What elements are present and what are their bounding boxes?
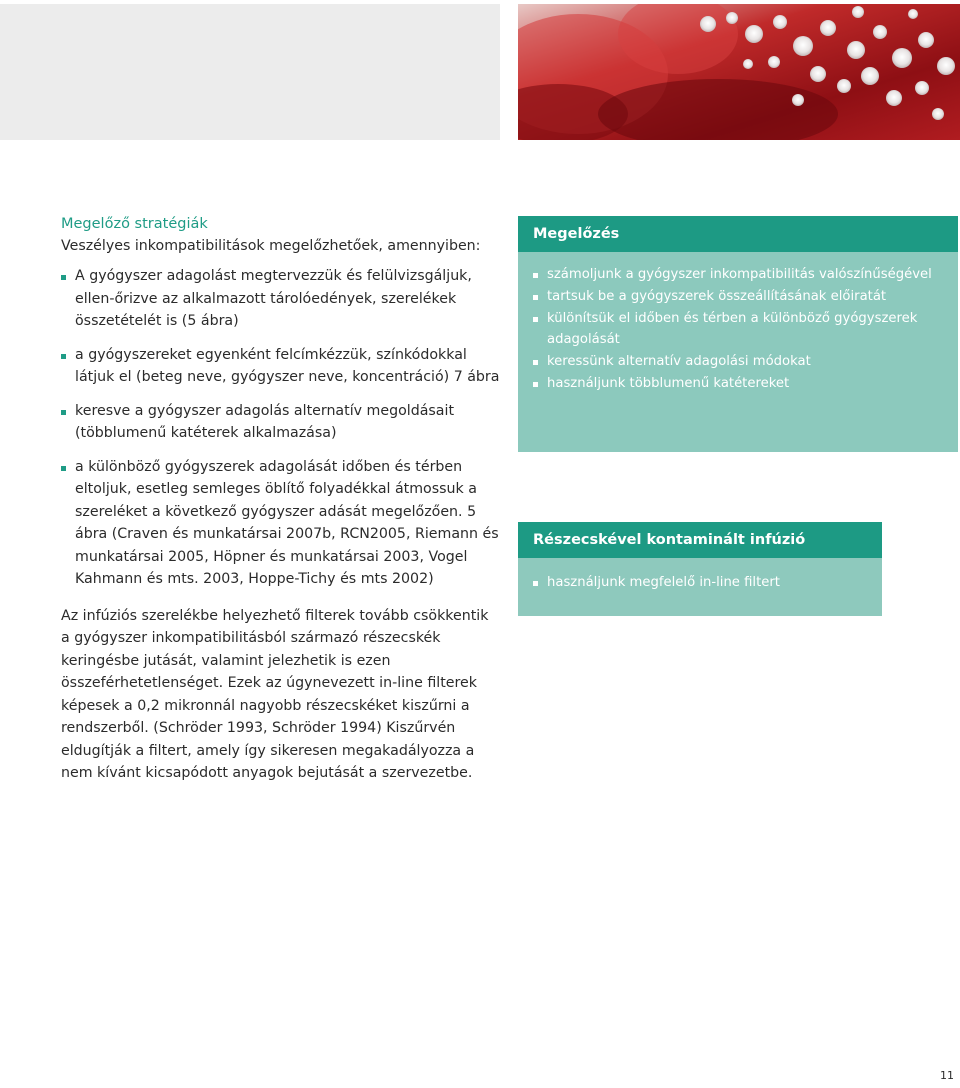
list-item xyxy=(533,373,943,395)
prevention-box xyxy=(518,216,958,452)
blood-cells-image xyxy=(518,4,960,140)
header-gray-block xyxy=(0,4,500,140)
list-item-text: használjunk többlumenű katétereket xyxy=(547,375,790,391)
bullet-icon xyxy=(533,382,538,387)
prevention-box-list xyxy=(518,252,958,395)
bullet-icon xyxy=(533,295,538,300)
filter-paragraph: Az infúziós szerelékbe helyezhető filterek tovább csökkentik a gyógyszer inkompatibilitásból származó részecskék keringésbe jutását, valamint jelezhetik is ezen összeférhetetlenséget. Ezek az úgynevezett in-line filterek képesek a 0,2 mikronnál nagyobb részecskéket kiszűrni a rendszerből. (Schröder 1993, Schröder 1994) Kiszűrvén eldugítják a filtert, amely így sikeresen megakadályozza a nem kívánt kicsapódott anyagok bejutását a szervezetbe. xyxy=(61,607,489,781)
bullet-icon xyxy=(61,410,66,415)
list-item xyxy=(533,572,867,594)
list-item xyxy=(61,456,501,591)
particle-infusion-box-list xyxy=(518,558,882,594)
list-item xyxy=(533,286,943,308)
bullet-icon xyxy=(533,581,538,586)
section-intro: Veszélyes inkompatibilitások megelőzhetőek, amennyiben: xyxy=(61,238,481,254)
section-heading: Megelőző stratégiák xyxy=(61,216,208,232)
list-item-text: A gyógyszer adagolást megtervezzük és felülvizsgáljuk, ellen-őrizve az alkalmazott tárolóedények, szerelékek összetételét is (5 ábra) xyxy=(75,268,472,329)
list-item-text: tartsuk be a gyógyszerek összeállításának előiratát xyxy=(547,288,887,304)
strategy-list xyxy=(61,265,501,591)
list-item-text: különítsük el időben és térben a különböző gyógyszerek adagolását xyxy=(547,310,918,348)
bullet-icon xyxy=(61,466,66,471)
list-item xyxy=(533,308,943,352)
bullet-icon xyxy=(533,273,538,278)
list-item-text: keresve a gyógyszer adagolás alternatív megoldásait (többlumenű katéterek alkalmazása) xyxy=(75,402,455,441)
prevention-box-title: Megelőzés xyxy=(518,216,958,252)
list-item-text: számoljunk a gyógyszer inkompatibilitás valószínűségével xyxy=(547,267,932,282)
particle-infusion-box-title: Részecskével kontaminált infúzió xyxy=(518,522,882,558)
list-item xyxy=(61,265,501,333)
bullet-icon xyxy=(61,354,66,359)
list-item xyxy=(533,264,943,286)
bullet-icon xyxy=(533,317,538,322)
list-item-text: használjunk megfelelő in-line filtert xyxy=(547,575,780,590)
list-item xyxy=(61,400,501,445)
list-item xyxy=(533,351,943,373)
list-item xyxy=(61,344,501,389)
particle-infusion-box xyxy=(518,522,882,616)
list-item-text: a gyógyszereket egyenként felcímkézzük, színkódokkal látjuk el (beteg neve, gyógyszer neve, koncentráció) 7 ábra xyxy=(75,346,500,385)
list-item-text: keressünk alternatív adagolási módokat xyxy=(547,354,811,370)
prevention-strategies-section xyxy=(61,213,501,785)
bullet-icon xyxy=(61,275,66,280)
bullet-icon xyxy=(533,360,538,365)
page-number: 11 xyxy=(940,1069,954,1082)
list-item-text: a különböző gyógyszerek adagolását időben és térben eltoljuk, esetleg semleges öblítő folyadékkal átmossuk a szereléket a következő gyógyszer adását megelőzően. 5 ábra (Craven és munkatársai 2007b, RCN2005, Riemann és munkatársai 2005, Höpner és munkatársai 2003, Vogel Kahmann és mts. 2003, Hoppe-Tichy és mts 2002) xyxy=(75,458,499,587)
